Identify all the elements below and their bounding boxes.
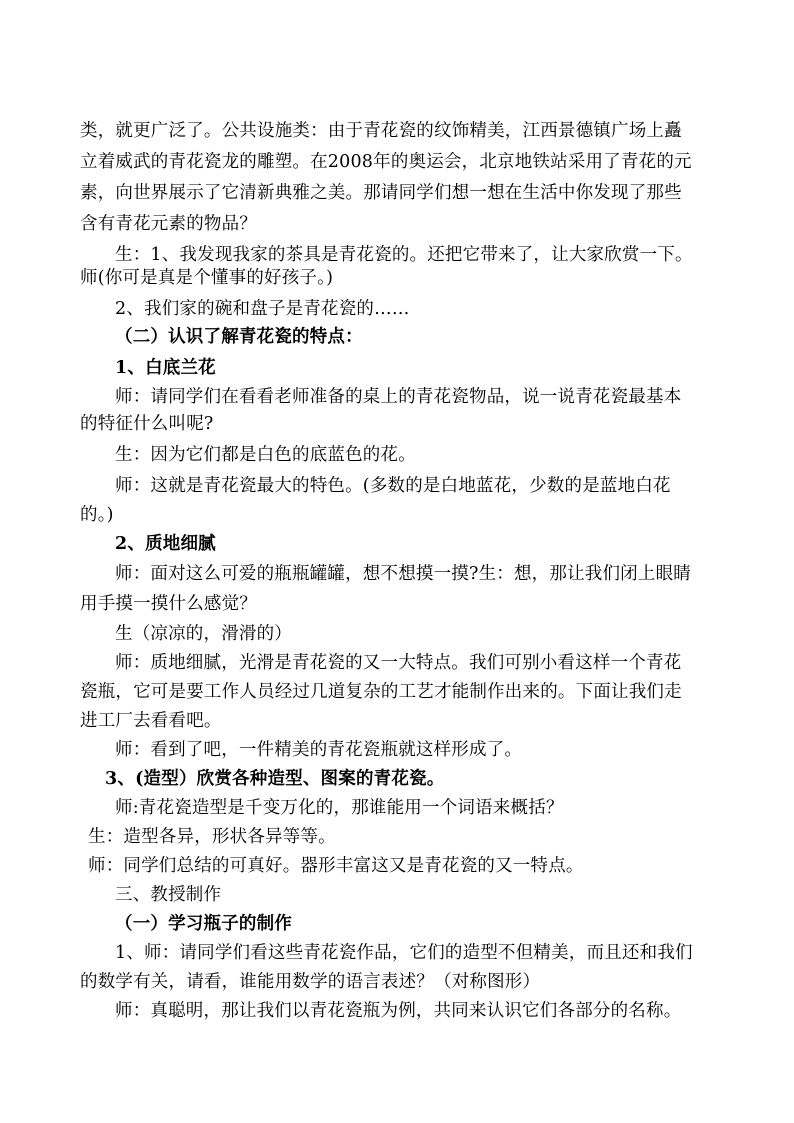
paragraph-line-1: 类，就更广泛了。公共设施类：由于青花瓷的纹饰精美，江西景德镇广场上矗 [80, 121, 682, 141]
paragraph-line-29: 1、师：请同学们看这些青花瓷作品，它们的造型不但精美，而且还和我们 [115, 943, 693, 963]
paragraph-line-3: 素，向世界展示了它清新典雅之美。那请同学们想一想在生活中你发现了那些 [80, 183, 682, 203]
paragraph-line-17: 用手摸一摸什么感觉？ [80, 594, 257, 614]
paragraph-line-20: 瓷瓶，它可是要工作人员经过几道复杂的工艺才能制作出来的。下面让我们走 [80, 682, 682, 702]
paragraph-line-22: 师：看到了吧，一件精美的青花瓷瓶就这样形成了。 [115, 740, 523, 760]
section-heading-features: （二）认识了解青花瓷的特点： [115, 327, 363, 347]
paragraph-line-2: 立着威武的青花瓷龙的雕塑。在2008年的奥运会，北京地铁站采用了青花的元 [80, 152, 692, 172]
paragraph-line-26: 师：同学们总结的可真好。器形丰富这又是青花瓷的又一特点。 [88, 856, 584, 876]
subheading-texture: 2、质地细腻 [115, 534, 216, 554]
subheading-shapes: 3、(造型）欣赏各种造型、图案的青花瓷。 [105, 769, 445, 789]
subheading-bottle-making: （一）学习瓶子的制作 [115, 914, 292, 934]
paragraph-line-24: 师:青花瓷造型是千变万化的，那谁能用一个词语来概括？ [115, 798, 564, 818]
paragraph-line-21: 进工厂去看看吧。 [80, 711, 222, 731]
teacher-comment: 师(你可是真是个懂事的好孩子。) [80, 268, 334, 288]
student-answer-2: 2、我们家的碗和盘子是青花瓷的…… [115, 299, 410, 319]
paragraph-line-14: 的。) [80, 505, 114, 525]
paragraph-line-16: 师：面对这么可爱的瓶瓶罐罐，想不想摸一摸?生：想，那让我们闭上眼睛 [115, 564, 691, 584]
paragraph-line-4: 含有青花元素的物品？ [80, 214, 257, 234]
paragraph-line-12: 生：因为它们都是白色的底蓝色的花。 [115, 445, 416, 465]
paragraph-line-18: 生（凉凉的，滑滑的） [115, 624, 292, 644]
student-answer-1: 生：1、我发现我家的茶具是青花瓷的。还把它带来了，让大家欣赏一下。 [115, 245, 693, 265]
paragraph-line-11: 的特征什么叫呢? [80, 414, 214, 434]
paragraph-line-30: 的数学有关，请看，谁能用数学的语言表述？（对称图形） [80, 972, 541, 992]
subheading-white-blue: 1、白底兰花 [115, 358, 216, 378]
paragraph-line-10: 师：请同学们在看看老师准备的桌上的青花瓷物品，说一说青花瓷最基本 [115, 387, 682, 407]
paragraph-line-19: 师：质地细腻，光滑是青花瓷的又一大特点。我们可别小看这样一个青花 [115, 653, 682, 673]
paragraph-line-31: 师：真聪明，那让我们以青花瓷瓶为例，共同来认识它们各部分的名称。 [115, 1001, 682, 1021]
section-heading-teaching: 三、教授制作 [115, 885, 222, 905]
paragraph-line-13: 师：这就是青花瓷最大的特色。(多数的是白地蓝花，少数的是蓝地白花 [115, 476, 671, 496]
paragraph-line-25: 生：造型各异，形状各异等等。 [88, 827, 336, 847]
